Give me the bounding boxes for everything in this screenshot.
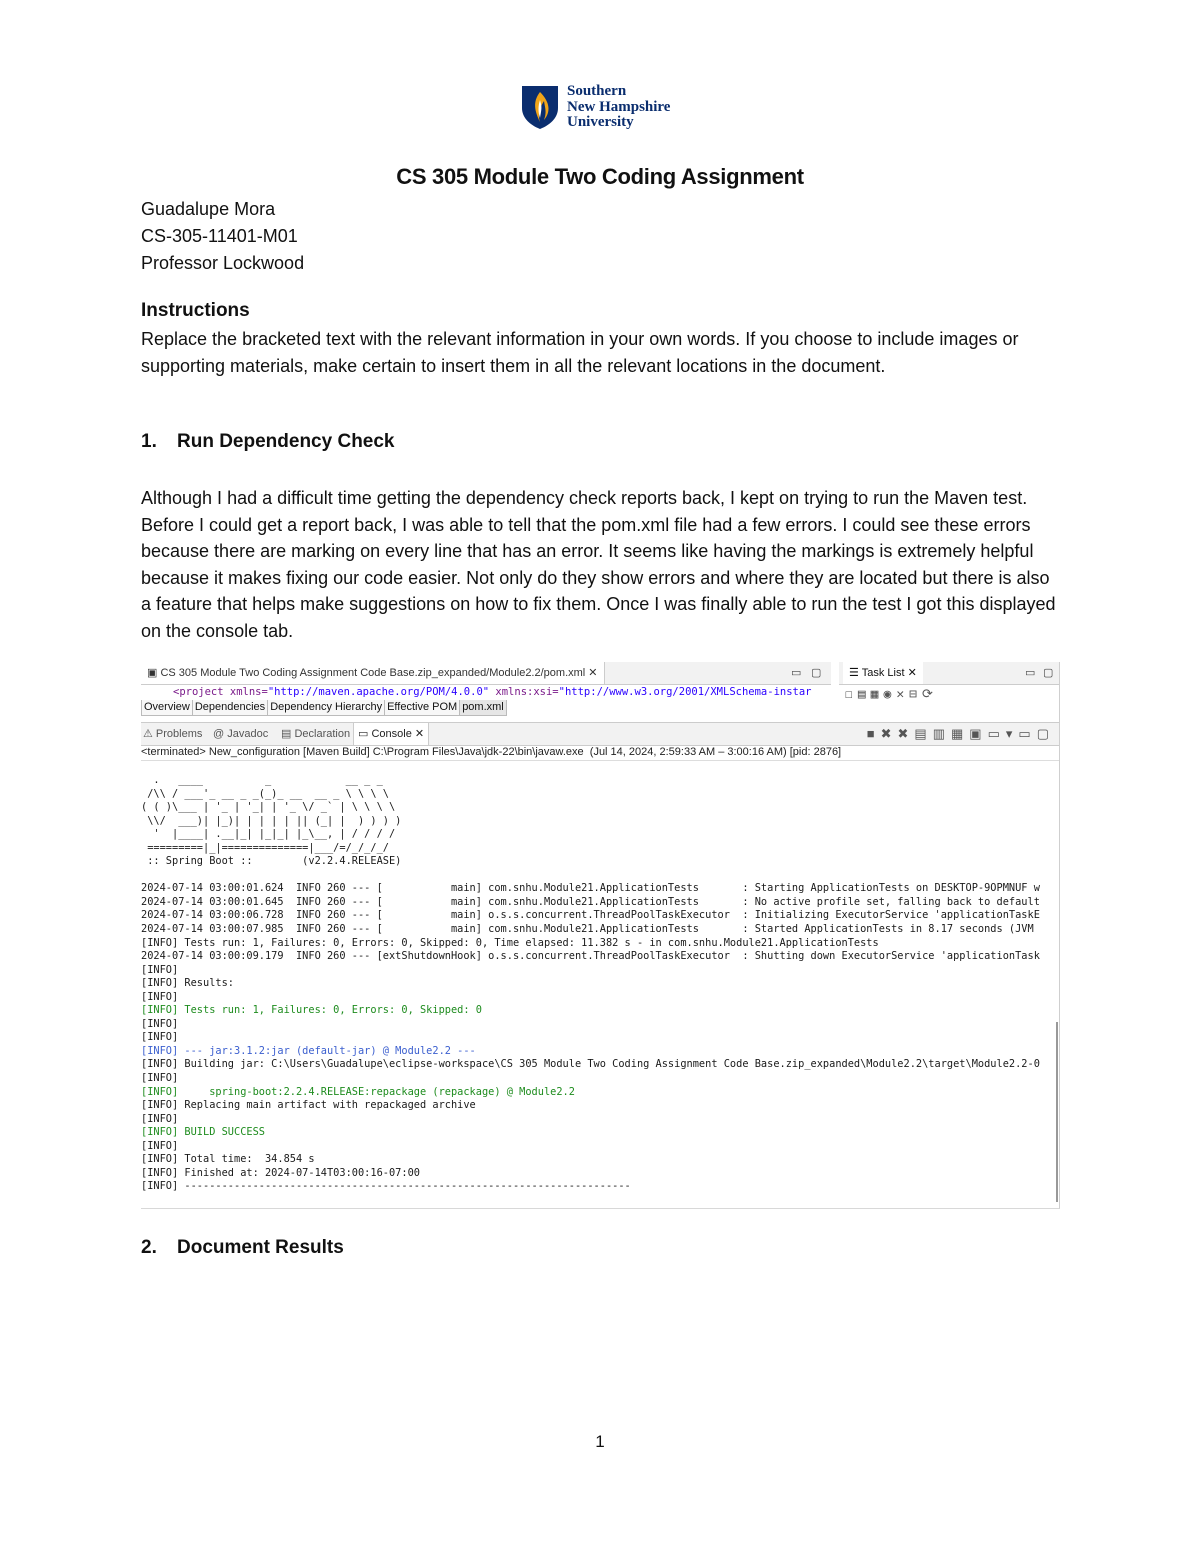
categorize-icon[interactable]: ▦ [870, 687, 884, 702]
logo-wordmark [567, 84, 670, 131]
minimize-icon[interactable]: ▭ [1018, 726, 1037, 741]
section1-title: Run Dependency Check [177, 431, 395, 452]
pom-editor-tabs [141, 700, 506, 716]
section1-heading [141, 431, 395, 453]
xml-xsi: "http://www.w3.org/2001/XMLSchema-instar [558, 686, 812, 698]
tab-declaration[interactable] [281, 723, 350, 745]
focus-icon[interactable]: ◉ [883, 687, 897, 702]
remove-launch-icon[interactable]: ✖ [880, 726, 898, 741]
page-number: 1 [595, 1432, 605, 1451]
console-toolbar [867, 723, 1055, 745]
console-line: :: Spring Boot :: (v2.2.4.RELEASE) [141, 855, 402, 868]
tab-pom-xml[interactable]: pom.xml [459, 700, 507, 716]
tab-javadoc[interactable] [213, 723, 268, 745]
console-line: 2024-07-14 03:00:01.645 INFO 260 --- [ main] com.snhu.Module21.ApplicationTests : No active profile set, falling back to default [141, 895, 1040, 908]
professor-name: Professor Lockwood [141, 253, 305, 273]
console-tabbar [141, 722, 1059, 746]
editor-tab-label: CS 305 Module Two Coding Assignment Code Base.zip_expanded/Module2.2/pom.xml [160, 667, 586, 679]
console-line: 2024-07-14 03:00:09.179 INFO 260 --- [extShutdownHook] o.s.s.concurrent.ThreadPoolTaskExecutor : Shutting down ExecutorService 'applicationTask [141, 950, 1040, 963]
xml-file-icon: ▣ [147, 667, 161, 679]
maximize-icon[interactable]: ▢ [1036, 726, 1055, 741]
section1-text: Although I had a difficult time getting the dependency check reports back, I kept on trying to run the Maven test. Before I could get a report back, I was able to tell that the pom.xml file had a few errors. I could see these errors because there are marking on every line that has an error. It seems like having the markings is extremely helpful because it makes fixing our code easier. Not only do they show errors and where they are located but there is also a feature that helps make suggestions on how to fix them. Once I was finally able to run the test I got this displayed on the console tab. [141, 488, 1056, 641]
console-line: =========|_|==============|___/=/_/_/_/ [141, 841, 389, 854]
tab-dependency-hierarchy[interactable]: Dependency Hierarchy [267, 700, 385, 716]
close-icon[interactable]: ✕ [907, 667, 917, 679]
instructions-heading: Instructions [141, 300, 250, 321]
problems-icon: ⚠ [143, 728, 156, 740]
console-scrollbar[interactable] [1056, 1022, 1058, 1202]
terminate-icon[interactable]: ■ [866, 726, 881, 741]
console-line: ( ( )\___ | '_ | '_| | '_ \/ _` | \ \ \ \ [141, 801, 396, 814]
console-line: [INFO] Replacing main artifact with repackaged archive [141, 1099, 476, 1112]
task-list-label: Task List [861, 667, 905, 679]
console-line: [INFO] Building jar: C:\Users\Guadalupe\eclipse-workspace\CS 305 Module Two Coding Assignment Code Base.zip_expanded\Module2.2\target\Module2.2-0 [141, 1058, 1040, 1071]
section2-number: 2. [141, 1237, 157, 1258]
course-code: CS-305-11401-M01 [141, 226, 298, 246]
console-line: [INFO] [141, 990, 179, 1003]
maximize-icon[interactable]: ▢ [1043, 667, 1054, 679]
author-name: Guadalupe Mora [141, 199, 276, 219]
close-icon[interactable]: ✕ [588, 667, 598, 679]
console-label: Console [371, 728, 412, 740]
console-line: [INFO] Finished at: 2024-07-14T03:00:16-07:00 [141, 1166, 420, 1179]
task-list-icon: ☰ [849, 667, 862, 679]
xml-source-line [141, 684, 831, 700]
xml-tag: <project xmlns= [173, 686, 268, 698]
eclipse-screenshot [141, 662, 1060, 1209]
delete-icon[interactable]: ✕ [896, 687, 910, 702]
clear-console-icon[interactable]: ▤ [914, 726, 933, 741]
document-title: CS 305 Module Two Coding Assignment [396, 164, 804, 189]
console-line: [INFO] ------------------------------------------------------------------------ [141, 1180, 631, 1193]
tab-console[interactable] [353, 723, 429, 745]
console-line: [INFO] Tests run: 1, Failures: 0, Errors: 0, Skipped: 0 [141, 1004, 482, 1017]
console-line: [INFO] [141, 1112, 179, 1125]
editor-tab-pom[interactable] [141, 662, 605, 684]
console-line: [INFO] Total time: 34.854 s [141, 1153, 315, 1166]
task-list-bar [839, 662, 1059, 685]
console-line: . ____ _ __ _ _ [141, 774, 383, 786]
console-line: [INFO] [141, 963, 179, 976]
word-wrap-icon[interactable]: ▦ [950, 726, 970, 741]
author-block [141, 196, 304, 277]
console-line: ' |____| .__|_| |_|_| |_\__, | / / / / [141, 828, 396, 841]
console-line: 2024-07-14 03:00:06.728 INFO 260 --- [ main] o.s.s.concurrent.ThreadPoolTaskExecutor : Initializing ExecutorService 'applicationTaskE [141, 909, 1040, 922]
filter-icon[interactable]: ▤ [857, 687, 871, 702]
scroll-lock-icon[interactable]: ▥ [932, 726, 951, 741]
tab-dependencies[interactable]: Dependencies [192, 700, 268, 716]
editor-tabbar [141, 662, 831, 685]
console-line: 2024-07-14 03:00:01.624 INFO 260 --- [ main] com.snhu.Module21.ApplicationTests : Starting ApplicationTests on DESKTOP-9OPMNUF w [141, 882, 1040, 895]
tab-effective-pom[interactable]: Effective POM [384, 700, 460, 716]
console-line: [INFO] Results: [141, 977, 234, 990]
maximize-icon[interactable]: ▢ [811, 667, 822, 679]
pin-icon[interactable]: ▣ [969, 726, 988, 741]
xml-attr: xmlns:xsi= [489, 686, 559, 698]
declaration-label: Declaration [294, 728, 351, 740]
terminated-launch-line: <terminated> New_configuration [Maven Build] C:\Program Files\Java\jdk-22\bin\javaw.exe (Jul 14, 2024, 2:59:33 AM – 3:00:16 AM) [pid: 2876] [141, 745, 1059, 761]
declaration-icon: ▤ [281, 728, 295, 740]
problems-label: Problems [155, 728, 203, 740]
close-icon[interactable]: ✕ [414, 728, 425, 740]
section1-number: 1. [141, 431, 157, 452]
open-console-icon[interactable]: ▾ [1005, 726, 1019, 741]
tab-problems[interactable] [143, 723, 202, 745]
console-icon: ▭ [358, 728, 372, 740]
console-line: 2024-07-14 03:00:07.985 INFO 260 --- [ main] com.snhu.Module21.ApplicationTests : Started ApplicationTests in 8.17 seconds (JVM [141, 923, 1034, 936]
display-console-icon[interactable]: ▭ [987, 726, 1006, 741]
console-line: [INFO] BUILD SUCCESS [141, 1126, 265, 1139]
console-line: [INFO] --- jar:3.1.2:jar (default-jar) @ Module2.2 --- [141, 1044, 476, 1057]
shield-icon [520, 84, 560, 130]
section2-heading [141, 1237, 344, 1259]
console-line: \\/ ___)| |_)| | | | | || (_| | ) ) ) ) [141, 814, 402, 827]
collapse-icon[interactable]: ⊟ [909, 687, 922, 702]
snhu-logo [520, 84, 680, 132]
console-line: [INFO] [141, 1017, 179, 1030]
new-task-icon[interactable]: ☐ [845, 687, 858, 702]
sync-icon[interactable]: ⟳ [921, 687, 938, 702]
console-line: [INFO] Tests run: 1, Failures: 0, Errors: 0, Skipped: 0, Time elapsed: 11.382 s - in com.snhu.Module21.ApplicationTests [141, 936, 879, 949]
javadoc-label: Javadoc [227, 728, 269, 740]
console-line: /\\ / ___'_ __ _ _(_)_ __ __ _ \ \ \ \ [141, 787, 389, 800]
logo-line2: New Hampshire [567, 98, 671, 115]
minimize-icon[interactable]: ▭ [791, 667, 802, 679]
tab-overview[interactable]: Overview [141, 700, 193, 716]
minimize-icon[interactable]: ▭ [1025, 667, 1036, 679]
task-list-toolbar [839, 684, 1059, 706]
console-output [141, 774, 1053, 1194]
instructions-text: Replace the bracketed text with the relevant information in your own words. If you choose to include images or supporting materials, make certain to insert them in all the relevant locations in the document. [141, 329, 1019, 376]
console-line: [INFO] spring-boot:2.2.4.RELEASE:repackage (repackage) @ Module2.2 [141, 1085, 575, 1098]
console-line: [INFO] [141, 1139, 179, 1152]
console-line [141, 869, 1053, 883]
section2-title: Document Results [177, 1237, 344, 1258]
javadoc-icon: @ [213, 728, 228, 740]
console-line: [INFO] [141, 1031, 179, 1044]
logo-line1: Southern [567, 83, 627, 99]
remove-all-icon[interactable]: ✖ [897, 726, 915, 741]
console-line: [INFO] [141, 1072, 179, 1085]
logo-line3: University [567, 114, 634, 130]
tab-task-list[interactable] [843, 662, 923, 684]
xml-namespace: "http://maven.apache.org/POM/4.0.0" [267, 686, 490, 698]
